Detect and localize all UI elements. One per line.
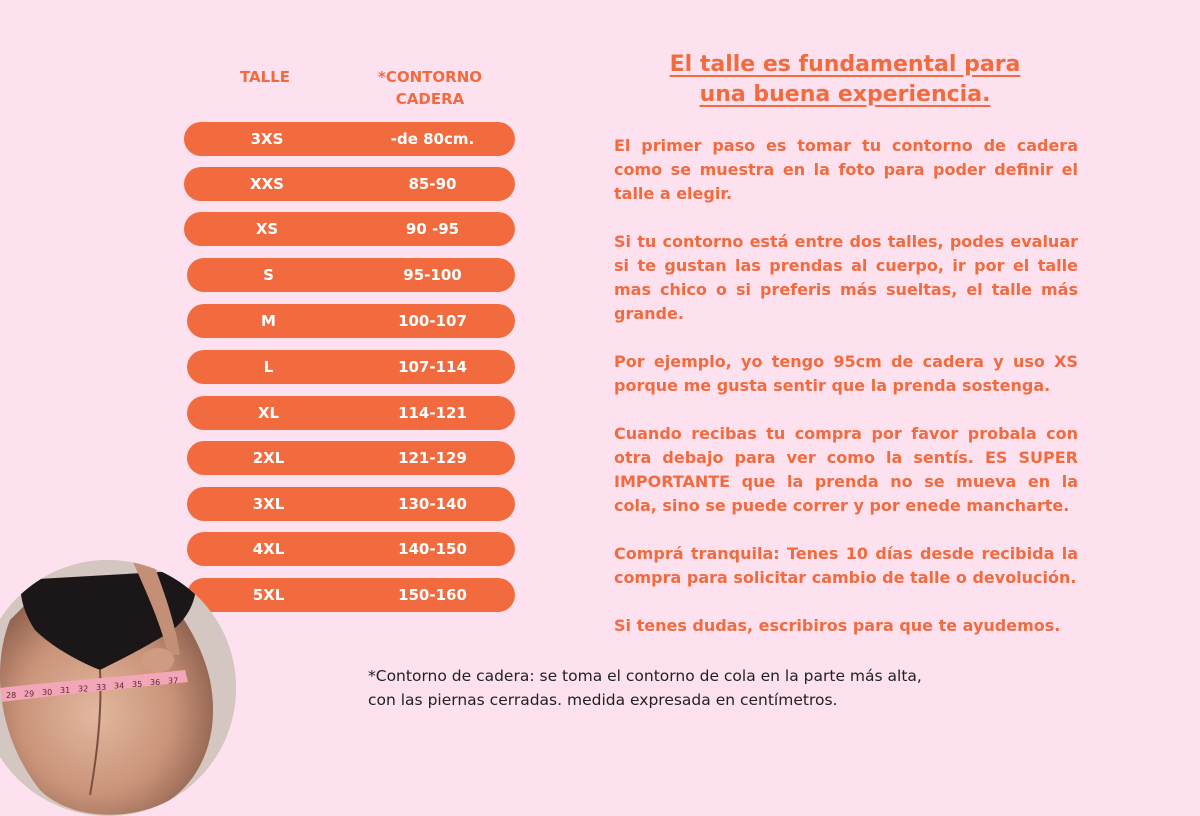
tape-number: 35 <box>132 679 143 689</box>
tape-number: 32 <box>78 684 89 694</box>
hip-range: 140-150 <box>398 540 467 558</box>
size-label: 2XL <box>252 449 285 467</box>
size-label: L <box>263 358 274 376</box>
paragraph-6: Si tenes dudas, escribiros para que te ayudemos. <box>614 616 1061 635</box>
hip-range: 100-107 <box>398 312 467 330</box>
size-row <box>187 487 515 521</box>
hip-range: 121-129 <box>398 449 467 467</box>
hip-range: 150-160 <box>398 586 467 604</box>
size-label: XL <box>257 404 280 422</box>
size-row <box>184 167 515 201</box>
size-row <box>187 396 515 430</box>
paragraph-2: Si tu contorno está entre dos talles, podes evaluar si te gustan las prendas al cuerpo, ir por el talle mas chico o si preferis más sueltas, el talle más grande. <box>614 232 1078 323</box>
tape-number: 36 <box>150 678 161 688</box>
size-label: XXS <box>250 175 284 193</box>
size-row <box>187 304 515 338</box>
size-label: 4XL <box>252 540 285 558</box>
hip-range: 95-100 <box>403 266 462 284</box>
column-header-hip-text: *CONTORNO CADERA <box>378 68 482 108</box>
hip-range: 130-140 <box>398 495 467 513</box>
tape-number: 33 <box>96 683 107 692</box>
paragraph-3: Por ejemplo, yo tengo 95cm de cadera y uso XS porque me gusta sentir que la prenda sostenga. <box>614 352 1078 395</box>
hip-range: -de 80cm. <box>390 130 475 148</box>
hip-range: 107-114 <box>398 358 467 376</box>
tape-number: 28 <box>6 691 17 700</box>
size-label: M <box>261 312 276 330</box>
tape-number: 30 <box>42 687 53 697</box>
footnote: *Contorno de cadera: se toma el contorno de cola en la parte más alta, con las piernas cerradas. medida expresada en centímetros. <box>368 667 922 709</box>
hip-range: 90 -95 <box>405 220 460 238</box>
column-header-size: TALLE <box>239 68 291 86</box>
paragraph-4: Cuando recibas tu compra por favor probala con otra debajo para ver como la sentís. ES SUPER IMPORTANTE que la prenda no se mueva en la cola, sino se puede correr y por enede mancharte. <box>614 424 1078 515</box>
size-row <box>184 212 515 246</box>
hip-range: 114-121 <box>398 404 467 422</box>
title-line-2: una buena experiencia. <box>699 82 991 107</box>
size-label: 5XL <box>252 586 285 604</box>
tape-number: 29 <box>24 689 35 699</box>
title-line-1: El talle es fundamental para <box>669 52 1021 77</box>
info-body <box>614 134 1078 662</box>
size-row <box>187 258 515 292</box>
size-row <box>187 578 515 612</box>
page-title <box>612 50 1078 110</box>
size-row <box>184 122 515 156</box>
column-header-hip <box>360 66 500 110</box>
hip-range: 85-90 <box>408 175 457 193</box>
size-row <box>187 350 515 384</box>
size-label: 3XL <box>252 495 285 513</box>
size-row <box>187 441 515 475</box>
size-label: S <box>263 266 274 284</box>
paragraph-1: El primer paso es tomar tu contorno de cadera como se muestra en la foto para poder definir el talle a elegir. <box>614 136 1078 203</box>
size-label: XS <box>255 220 279 238</box>
size-row <box>187 532 515 566</box>
size-label: 3XS <box>250 130 284 148</box>
tape-number: 34 <box>114 681 125 691</box>
paragraph-5: Comprá tranquila: Tenes 10 días desde recibida la compra para solicitar cambio de talle o devolución. <box>614 544 1078 587</box>
tape-number: 31 <box>60 686 71 696</box>
tape-number: 37 <box>168 676 179 686</box>
